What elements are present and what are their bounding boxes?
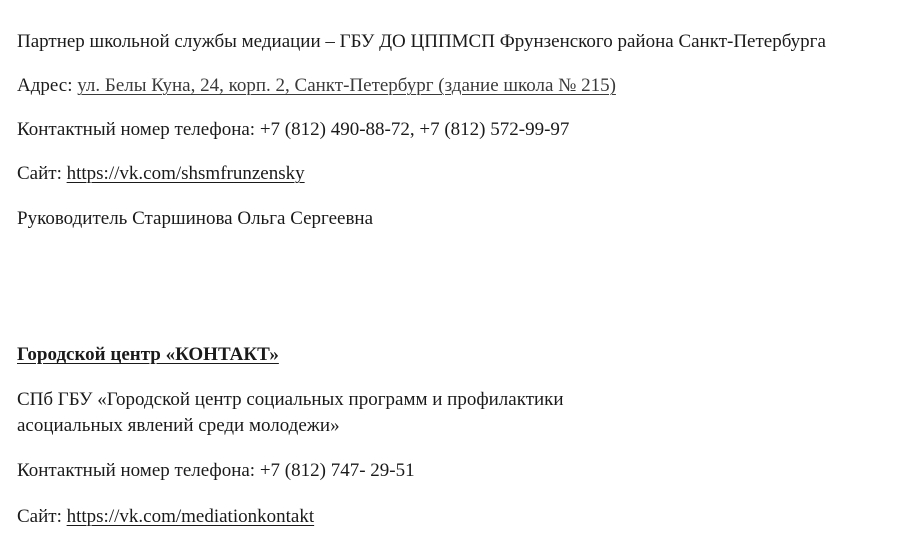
site-link-1[interactable]: https://vk.com/shsmfrunzensky xyxy=(66,163,305,184)
org-text-2: асоциальных явлений среди молодежи» xyxy=(17,415,340,436)
section-title: Городской центр «КОНТАКТ» xyxy=(17,344,279,365)
phone-line-2 xyxy=(17,459,415,482)
site-link-2[interactable]: https://vk.com/mediationkontakt xyxy=(66,506,315,527)
site-label-2: Сайт: xyxy=(17,506,67,527)
org-text-1: СПб ГБУ «Городской центр социальных программ и профилактики xyxy=(17,389,564,410)
phone-label-2: Контактный номер телефона: xyxy=(17,460,260,481)
org-line-2 xyxy=(17,414,340,437)
site-line-1 xyxy=(17,162,305,185)
site-line-2 xyxy=(17,505,314,528)
address-line xyxy=(17,74,616,97)
partner-line xyxy=(17,30,826,53)
phone-label-1: Контактный номер телефона: xyxy=(17,119,260,140)
head-line xyxy=(17,207,373,230)
org-line-1 xyxy=(17,388,564,411)
partner-text: Партнер школьной службы медиации – ГБУ ДО ЦППМСП Фрунзенского района Санкт-Петербурга xyxy=(17,31,826,52)
address-value: ул. Белы Куна, 24, корп. 2, Санкт-Петербург (здание школа № 215) xyxy=(77,75,616,96)
phone-value-2: +7 (812) 747- 29-51 xyxy=(259,460,415,481)
head-text: Руководитель Старшинова Ольга Сергеевна xyxy=(17,208,374,229)
phone-value-1: +7 (812) 490-88-72, +7 (812) 572-99-97 xyxy=(259,119,570,140)
address-label: Адрес: xyxy=(17,75,78,96)
phone-line-1 xyxy=(17,118,569,141)
site-label-1: Сайт: xyxy=(17,163,67,184)
